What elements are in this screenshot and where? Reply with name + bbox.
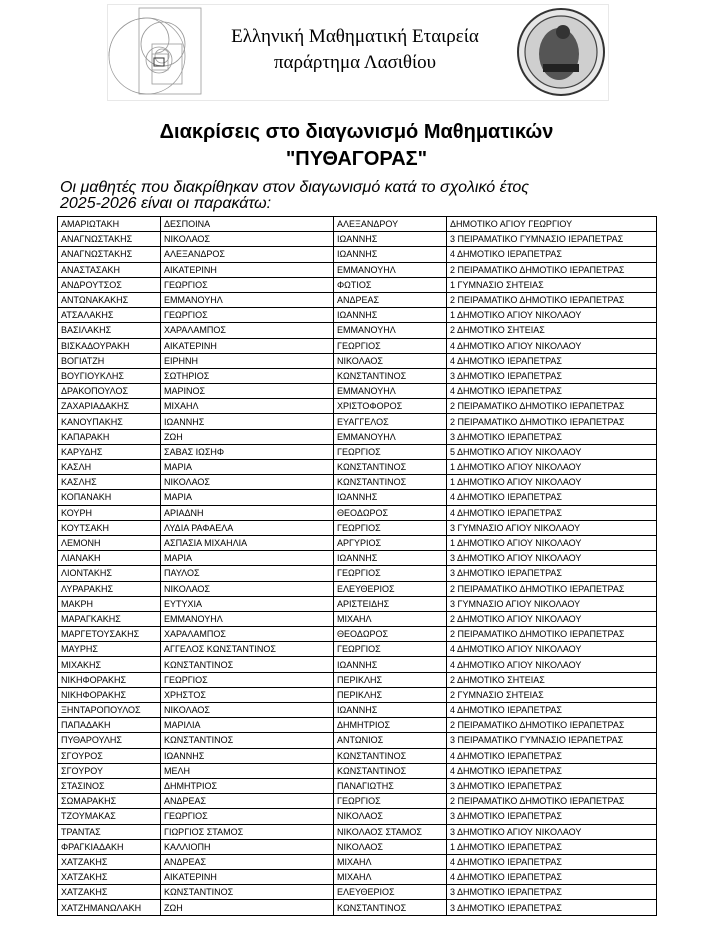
father-name-cell: ΚΩΝΣΤΑΝΤΙΝΟΣ bbox=[334, 368, 447, 383]
father-name-cell: ΦΩΤΙΟΣ bbox=[334, 277, 447, 292]
first-name-cell: ΑΝΔΡΕΑΣ bbox=[161, 794, 334, 809]
school-cell: 4 ΔΗΜΟΤΙΚΟ ΙΕΡΑΠΕΤΡΑΣ bbox=[447, 870, 657, 885]
golden-spiral-logo-icon bbox=[107, 4, 202, 99]
surname-cell: ΣΤΑΣΙΝΟΣ bbox=[58, 778, 161, 793]
first-name-cell: ΜΑΡΙΝΟΣ bbox=[161, 384, 334, 399]
father-name-cell: ΑΡΓΥΡΙΟΣ bbox=[334, 535, 447, 550]
intro-line-2: 2025-2026 είναι οι παρακάτω: bbox=[60, 194, 272, 212]
surname-cell: ΚΟΥΤΣΑΚΗ bbox=[58, 520, 161, 535]
surname-cell: ΜΑΥΡΗΣ bbox=[58, 642, 161, 657]
table-row bbox=[58, 824, 657, 839]
father-name-cell: ΕΜΜΑΝΟΥΗΛ bbox=[334, 429, 447, 444]
father-name-cell: ΚΩΝΣΤΑΝΤΙΝΟΣ bbox=[334, 748, 447, 763]
surname-cell: ΧΑΤΖΑΚΗΣ bbox=[58, 885, 161, 900]
results-table bbox=[57, 216, 657, 916]
first-name-cell: ΧΑΡΑΛΑΜΠΟΣ bbox=[161, 627, 334, 642]
father-name-cell: ΠΕΡΙΚΛΗΣ bbox=[334, 687, 447, 702]
school-cell: 4 ΔΗΜΟΤΙΚΟ ΙΕΡΑΠΕΤΡΑΣ bbox=[447, 384, 657, 399]
surname-cell: ΑΝΑΓΝΩΣΤΑΚΗΣ bbox=[58, 232, 161, 247]
father-name-cell: ΠΑΝΑΓΙΩΤΗΣ bbox=[334, 778, 447, 793]
first-name-cell: ΝΙΚΟΛΑΟΣ bbox=[161, 232, 334, 247]
seal-emblem-icon bbox=[515, 4, 607, 99]
surname-cell: ΦΡΑΓΚΙΑΔΑΚΗ bbox=[58, 839, 161, 854]
table-row bbox=[58, 763, 657, 778]
table-row bbox=[58, 217, 657, 232]
father-name-cell: ΓΕΩΡΓΙΟΣ bbox=[334, 566, 447, 581]
school-cell: 2 ΠΕΙΡΑΜΑΤΙΚΟ ΔΗΜΟΤΙΚΟ ΙΕΡΑΠΕΤΡΑΣ bbox=[447, 718, 657, 733]
surname-cell: ΜΑΡΑΓΚΑΚΗΣ bbox=[58, 611, 161, 626]
surname-cell: ΚΟΥΡΗ bbox=[58, 505, 161, 520]
school-cell: 3 ΔΗΜΟΤΙΚΟ ΙΕΡΑΠΕΤΡΑΣ bbox=[447, 368, 657, 383]
school-cell: 2 ΠΕΙΡΑΜΑΤΙΚΟ ΔΗΜΟΤΙΚΟ ΙΕΡΑΠΕΤΡΑΣ bbox=[447, 627, 657, 642]
table-row bbox=[58, 596, 657, 611]
first-name-cell: ΙΩΑΝΝΗΣ bbox=[161, 414, 334, 429]
surname-cell: ΜΙΧΑΚΗΣ bbox=[58, 657, 161, 672]
surname-cell: ΧΑΤΖΑΚΗΣ bbox=[58, 854, 161, 869]
father-name-cell: ΕΥΑΓΓΕΛΟΣ bbox=[334, 414, 447, 429]
table-row bbox=[58, 657, 657, 672]
first-name-cell: ΔΕΣΠΟΙΝΑ bbox=[161, 217, 334, 232]
father-name-cell: ΚΩΝΣΤΑΝΤΙΝΟΣ bbox=[334, 475, 447, 490]
table-row bbox=[58, 338, 657, 353]
first-name-cell: ΑΛΕΞΑΝΔΡΟΣ bbox=[161, 247, 334, 262]
table-row bbox=[58, 384, 657, 399]
school-cell: 1 ΔΗΜΟΤΙΚΟ ΑΓΙΟΥ ΝΙΚΟΛΑΟΥ bbox=[447, 535, 657, 550]
first-name-cell: ΣΑΒΑΣ ΙΩΣΗΦ bbox=[161, 444, 334, 459]
table-row bbox=[58, 839, 657, 854]
first-name-cell: ΑΣΠΑΣΙΑ ΜΙΧΑΗΛΙΑ bbox=[161, 535, 334, 550]
surname-cell: ΑΝΑΓΝΩΣΤΑΚΗΣ bbox=[58, 247, 161, 262]
father-name-cell: ΝΙΚΟΛΑΟΣ bbox=[334, 839, 447, 854]
surname-cell: ΑΝΑΣΤΑΣΑΚΗ bbox=[58, 262, 161, 277]
father-name-cell: ΕΜΜΑΝΟΥΗΛ bbox=[334, 262, 447, 277]
father-name-cell: ΙΩΑΝΝΗΣ bbox=[334, 490, 447, 505]
father-name-cell: ΙΩΑΝΝΗΣ bbox=[334, 247, 447, 262]
table-row bbox=[58, 444, 657, 459]
school-cell: 3 ΔΗΜΟΤΙΚΟ ΑΓΙΟΥ ΝΙΚΟΛΑΟΥ bbox=[447, 824, 657, 839]
table-row bbox=[58, 900, 657, 915]
first-name-cell: ΖΩΗ bbox=[161, 900, 334, 915]
first-name-cell: ΕΜΜΑΝΟΥΗΛ bbox=[161, 292, 334, 307]
school-cell: 3 ΔΗΜΟΤΙΚΟ ΙΕΡΑΠΕΤΡΑΣ bbox=[447, 885, 657, 900]
first-name-cell: ΚΩΝΣΤΑΝΤΙΝΟΣ bbox=[161, 733, 334, 748]
first-name-cell: ΝΙΚΟΛΑΟΣ bbox=[161, 703, 334, 718]
table-row bbox=[58, 870, 657, 885]
surname-cell: ΑΝΔΡΟΥΤΣΟΣ bbox=[58, 277, 161, 292]
first-name-cell: ΖΩΗ bbox=[161, 429, 334, 444]
school-cell: 3 ΓΥΜΝΑΣΙΟ ΑΓΙΟΥ ΝΙΚΟΛΑΟΥ bbox=[447, 520, 657, 535]
father-name-cell: ΑΛΕΞΑΝΔΡΟΥ bbox=[334, 217, 447, 232]
first-name-cell: ΑΙΚΑΤΕΡΙΝΗ bbox=[161, 338, 334, 353]
intro-line-1: Οι μαθητές που διακρίθηκαν στον διαγωνισμό κατά το σχολικό έτος bbox=[60, 179, 530, 196]
surname-cell: ΛΙΑΝΑΚΗ bbox=[58, 551, 161, 566]
father-name-cell: ΘΕΟΔΩΡΟΣ bbox=[334, 505, 447, 520]
surname-cell: ΣΓΟΥΡΟΥ bbox=[58, 763, 161, 778]
table-row bbox=[58, 794, 657, 809]
school-cell: 4 ΔΗΜΟΤΙΚΟ ΙΕΡΑΠΕΤΡΑΣ bbox=[447, 353, 657, 368]
father-name-cell: ΔΗΜΗΤΡΙΟΣ bbox=[334, 718, 447, 733]
surname-cell: ΑΤΣΑΛΑΚΗΣ bbox=[58, 308, 161, 323]
first-name-cell: ΓΕΩΡΓΙΟΣ bbox=[161, 809, 334, 824]
table-row bbox=[58, 308, 657, 323]
father-name-cell: ΕΛΕΥΘΕΡΙΟΣ bbox=[334, 885, 447, 900]
first-name-cell: ΜΑΡΙΑ bbox=[161, 460, 334, 475]
table-row bbox=[58, 368, 657, 383]
table-row bbox=[58, 733, 657, 748]
table-row bbox=[58, 551, 657, 566]
school-cell: 4 ΔΗΜΟΤΙΚΟ ΙΕΡΑΠΕΤΡΑΣ bbox=[447, 703, 657, 718]
table-row bbox=[58, 809, 657, 824]
father-name-cell: ΚΩΝΣΤΑΝΤΙΝΟΣ bbox=[334, 460, 447, 475]
table-row bbox=[58, 627, 657, 642]
surname-cell: ΧΑΤΖΗΜΑΝΩΛΑΚΗ bbox=[58, 900, 161, 915]
organization-name: Ελληνική Μαθηματική Εταιρεία bbox=[231, 26, 479, 47]
surname-cell: ΒΑΣΙΛΑΚΗΣ bbox=[58, 323, 161, 338]
table-row bbox=[58, 460, 657, 475]
first-name-cell: ΜΑΡΙΑ bbox=[161, 551, 334, 566]
table-row bbox=[58, 262, 657, 277]
first-name-cell: ΙΩΑΝΝΗΣ bbox=[161, 748, 334, 763]
father-name-cell: ΜΙΧΑΗΛ bbox=[334, 854, 447, 869]
first-name-cell: ΧΑΡΑΛΑΜΠΟΣ bbox=[161, 323, 334, 338]
school-cell: 2 ΠΕΙΡΑΜΑΤΙΚΟ ΔΗΜΟΤΙΚΟ ΙΕΡΑΠΕΤΡΑΣ bbox=[447, 581, 657, 596]
surname-cell: ΑΜΑΡΙΩΤΑΚΗ bbox=[58, 217, 161, 232]
school-cell: 2 ΔΗΜΟΤΙΚΟ ΑΓΙΟΥ ΝΙΚΟΛΑΟΥ bbox=[447, 611, 657, 626]
school-cell: 4 ΔΗΜΟΤΙΚΟ ΙΕΡΑΠΕΤΡΑΣ bbox=[447, 854, 657, 869]
school-cell: 3 ΔΗΜΟΤΙΚΟ ΙΕΡΑΠΕΤΡΑΣ bbox=[447, 900, 657, 915]
father-name-cell: ΓΕΩΡΓΙΟΣ bbox=[334, 794, 447, 809]
father-name-cell: ΙΩΑΝΝΗΣ bbox=[334, 703, 447, 718]
table-row bbox=[58, 353, 657, 368]
father-name-cell: ΝΙΚΟΛΑΟΣ bbox=[334, 353, 447, 368]
first-name-cell: ΝΙΚΟΛΑΟΣ bbox=[161, 581, 334, 596]
table-row bbox=[58, 520, 657, 535]
table-row bbox=[58, 399, 657, 414]
school-cell: 3 ΠΕΙΡΑΜΑΤΙΚΟ ΓΥΜΝΑΣΙΟ ΙΕΡΑΠΕΤΡΑΣ bbox=[447, 232, 657, 247]
surname-cell: ΞΗΝΤΑΡΟΠΟΥΛΟΣ bbox=[58, 703, 161, 718]
table-row bbox=[58, 414, 657, 429]
surname-cell: ΔΡΑΚΟΠΟΥΛΟΣ bbox=[58, 384, 161, 399]
father-name-cell: ΠΕΡΙΚΛΗΣ bbox=[334, 672, 447, 687]
school-cell: 1 ΓΥΜΝΑΣΙΟ ΣΗΤΕΙΑΣ bbox=[447, 277, 657, 292]
school-cell: 4 ΔΗΜΟΤΙΚΟ ΙΕΡΑΠΕΤΡΑΣ bbox=[447, 247, 657, 262]
surname-cell: ΧΑΤΖΑΚΗΣ bbox=[58, 870, 161, 885]
table-row bbox=[58, 778, 657, 793]
father-name-cell: ΑΡΙΣΤΕΙΔΗΣ bbox=[334, 596, 447, 611]
school-cell: 2 ΠΕΙΡΑΜΑΤΙΚΟ ΔΗΜΟΤΙΚΟ ΙΕΡΑΠΕΤΡΑΣ bbox=[447, 399, 657, 414]
school-cell: 4 ΔΗΜΟΤΙΚΟ ΙΕΡΑΠΕΤΡΑΣ bbox=[447, 748, 657, 763]
father-name-cell: ΙΩΑΝΝΗΣ bbox=[334, 232, 447, 247]
father-name-cell: ΚΩΝΣΤΑΝΤΙΝΟΣ bbox=[334, 900, 447, 915]
school-cell: 2 ΔΗΜΟΤΙΚΟ ΣΗΤΕΙΑΣ bbox=[447, 672, 657, 687]
surname-cell: ΛΥΡΑΡΑΚΗΣ bbox=[58, 581, 161, 596]
school-cell: 2 ΠΕΙΡΑΜΑΤΙΚΟ ΔΗΜΟΤΙΚΟ ΙΕΡΑΠΕΤΡΑΣ bbox=[447, 262, 657, 277]
first-name-cell: ΕΙΡΗΝΗ bbox=[161, 353, 334, 368]
table-row bbox=[58, 718, 657, 733]
first-name-cell: ΓΕΩΡΓΙΟΣ bbox=[161, 308, 334, 323]
school-cell: 4 ΔΗΜΟΤΙΚΟ ΙΕΡΑΠΕΤΡΑΣ bbox=[447, 763, 657, 778]
table-row bbox=[58, 323, 657, 338]
first-name-cell: ΧΡΗΣΤΟΣ bbox=[161, 687, 334, 702]
school-cell: 3 ΔΗΜΟΤΙΚΟ ΙΕΡΑΠΕΤΡΑΣ bbox=[447, 778, 657, 793]
surname-cell: ΤΖΟΥΜΑΚΑΣ bbox=[58, 809, 161, 824]
father-name-cell: ΜΙΧΑΗΛ bbox=[334, 870, 447, 885]
father-name-cell: ΓΕΩΡΓΙΟΣ bbox=[334, 642, 447, 657]
school-cell: 4 ΔΗΜΟΤΙΚΟ ΙΕΡΑΠΕΤΡΑΣ bbox=[447, 490, 657, 505]
surname-cell: ΜΑΚΡΗ bbox=[58, 596, 161, 611]
first-name-cell: ΓΙΩΡΓΙΟΣ ΣΤΑΜΟΣ bbox=[161, 824, 334, 839]
school-cell: 2 ΔΗΜΟΤΙΚΟ ΣΗΤΕΙΑΣ bbox=[447, 323, 657, 338]
surname-cell: ΤΡΑΝΤΑΣ bbox=[58, 824, 161, 839]
first-name-cell: ΜΑΡΙΑ bbox=[161, 490, 334, 505]
father-name-cell: ΑΝΤΩΝΙΟΣ bbox=[334, 733, 447, 748]
table-row bbox=[58, 748, 657, 763]
intro-text bbox=[60, 180, 620, 211]
school-cell: 3 ΔΗΜΟΤΙΚΟ ΙΕΡΑΠΕΤΡΑΣ bbox=[447, 429, 657, 444]
table-row bbox=[58, 247, 657, 262]
school-cell: 1 ΔΗΜΟΤΙΚΟ ΑΓΙΟΥ ΝΙΚΟΛΑΟΥ bbox=[447, 308, 657, 323]
table-row bbox=[58, 475, 657, 490]
school-cell: 4 ΔΗΜΟΤΙΚΟ ΑΓΙΟΥ ΝΙΚΟΛΑΟΥ bbox=[447, 642, 657, 657]
school-cell: 2 ΠΕΙΡΑΜΑΤΙΚΟ ΔΗΜΟΤΙΚΟ ΙΕΡΑΠΕΤΡΑΣ bbox=[447, 414, 657, 429]
school-cell: 3 ΔΗΜΟΤΙΚΟ ΙΕΡΑΠΕΤΡΑΣ bbox=[447, 566, 657, 581]
surname-cell: ΚΟΠΑΝΑΚΗ bbox=[58, 490, 161, 505]
school-cell: 4 ΔΗΜΟΤΙΚΟ ΙΕΡΑΠΕΤΡΑΣ bbox=[447, 505, 657, 520]
first-name-cell: ΚΩΝΣΤΑΝΤΙΝΟΣ bbox=[161, 885, 334, 900]
father-name-cell: ΕΛΕΥΘΕΡΙΟΣ bbox=[334, 581, 447, 596]
table-row bbox=[58, 642, 657, 657]
father-name-cell: ΘΕΟΔΩΡΟΣ bbox=[334, 627, 447, 642]
school-cell: 5 ΔΗΜΟΤΙΚΟ ΑΓΙΟΥ ΝΙΚΟΛΑΟΥ bbox=[447, 444, 657, 459]
table-row bbox=[58, 885, 657, 900]
father-name-cell: ΧΡΙΣΤΟΦΟΡΟΣ bbox=[334, 399, 447, 414]
school-cell: 3 ΔΗΜΟΤΙΚΟ ΙΕΡΑΠΕΤΡΑΣ bbox=[447, 809, 657, 824]
table-row bbox=[58, 581, 657, 596]
table-row bbox=[58, 566, 657, 581]
school-cell: 2 ΓΥΜΝΑΣΙΟ ΣΗΤΕΙΑΣ bbox=[447, 687, 657, 702]
table-row bbox=[58, 232, 657, 247]
surname-cell: ΣΩΜΑΡΑΚΗΣ bbox=[58, 794, 161, 809]
father-name-cell: ΓΕΩΡΓΙΟΣ bbox=[334, 520, 447, 535]
first-name-cell: ΓΕΩΡΓΙΟΣ bbox=[161, 672, 334, 687]
table-row bbox=[58, 854, 657, 869]
surname-cell: ΑΝΤΩΝΑΚΑΚΗΣ bbox=[58, 292, 161, 307]
first-name-cell: ΜΙΧΑΗΛ bbox=[161, 399, 334, 414]
table-row bbox=[58, 505, 657, 520]
first-name-cell: ΣΩΤΗΡΙΟΣ bbox=[161, 368, 334, 383]
table-row bbox=[58, 292, 657, 307]
school-cell: 4 ΔΗΜΟΤΙΚΟ ΑΓΙΟΥ ΝΙΚΟΛΑΟΥ bbox=[447, 338, 657, 353]
table-row bbox=[58, 672, 657, 687]
school-cell: 2 ΠΕΙΡΑΜΑΤΙΚΟ ΔΗΜΟΤΙΚΟ ΙΕΡΑΠΕΤΡΑΣ bbox=[447, 794, 657, 809]
table-row bbox=[58, 490, 657, 505]
first-name-cell: ΚΑΛΛΙΟΠΗ bbox=[161, 839, 334, 854]
surname-cell: ΜΑΡΓΕΤΟΥΣΑΚΗΣ bbox=[58, 627, 161, 642]
surname-cell: ΝΙΚΗΦΟΡΑΚΗΣ bbox=[58, 672, 161, 687]
father-name-cell: ΝΙΚΟΛΑΟΣ ΣΤΑΜΟΣ bbox=[334, 824, 447, 839]
surname-cell: ΛΕΜΟΝΗ bbox=[58, 535, 161, 550]
father-name-cell: ΑΝΔΡΕΑΣ bbox=[334, 292, 447, 307]
table-row bbox=[58, 703, 657, 718]
surname-cell: ΣΓΟΥΡΟΣ bbox=[58, 748, 161, 763]
first-name-cell: ΚΩΝΣΤΑΝΤΙΝΟΣ bbox=[161, 657, 334, 672]
table-row bbox=[58, 535, 657, 550]
father-name-cell: ΙΩΑΝΝΗΣ bbox=[334, 551, 447, 566]
school-cell: 2 ΠΕΙΡΑΜΑΤΙΚΟ ΔΗΜΟΤΙΚΟ ΙΕΡΑΠΕΤΡΑΣ bbox=[447, 292, 657, 307]
first-name-cell: ΝΙΚΟΛΑΟΣ bbox=[161, 475, 334, 490]
surname-cell: ΠΑΠΑΔΑΚΗ bbox=[58, 718, 161, 733]
table-row bbox=[58, 611, 657, 626]
surname-cell: ΚΑΣΛΗ bbox=[58, 460, 161, 475]
first-name-cell: ΑΙΚΑΤΕΡΙΝΗ bbox=[161, 262, 334, 277]
surname-cell: ΒΟΓΙΑΤΖΗ bbox=[58, 353, 161, 368]
school-cell: 1 ΔΗΜΟΤΙΚΟ ΑΓΙΟΥ ΝΙΚΟΛΑΟΥ bbox=[447, 475, 657, 490]
father-name-cell: ΓΕΩΡΓΙΟΣ bbox=[334, 338, 447, 353]
surname-cell: ΝΙΚΗΦΟΡΑΚΗΣ bbox=[58, 687, 161, 702]
surname-cell: ΠΥΘΑΡΟΥΛΗΣ bbox=[58, 733, 161, 748]
father-name-cell: ΙΩΑΝΝΗΣ bbox=[334, 657, 447, 672]
surname-cell: ΖΑΧΑΡΙΑΔΑΚΗΣ bbox=[58, 399, 161, 414]
first-name-cell: ΑΝΔΡΕΑΣ bbox=[161, 854, 334, 869]
school-cell: 3 ΓΥΜΝΑΣΙΟ ΑΓΙΟΥ ΝΙΚΟΛΑΟΥ bbox=[447, 596, 657, 611]
father-name-cell: ΜΙΧΑΗΛ bbox=[334, 611, 447, 626]
father-name-cell: ΝΙΚΟΛΑΟΣ bbox=[334, 809, 447, 824]
first-name-cell: ΕΥΤΥΧΙΑ bbox=[161, 596, 334, 611]
first-name-cell: ΑΙΚΑΤΕΡΙΝΗ bbox=[161, 870, 334, 885]
surname-cell: ΚΑΠΑΡΑΚΗ bbox=[58, 429, 161, 444]
surname-cell: ΚΑΣΛΗΣ bbox=[58, 475, 161, 490]
first-name-cell: ΠΑΥΛΟΣ bbox=[161, 566, 334, 581]
table-row bbox=[58, 429, 657, 444]
competition-name: "ΠΥΘΑΓΟΡΑΣ" bbox=[285, 148, 428, 170]
first-name-cell: ΑΓΓΕΛΟΣ ΚΩΝΣΤΑΝΤΙΝΟΣ bbox=[161, 642, 334, 657]
father-name-cell: ΙΩΑΝΝΗΣ bbox=[334, 308, 447, 323]
father-name-cell: ΚΩΝΣΤΑΝΤΙΝΟΣ bbox=[334, 763, 447, 778]
first-name-cell: ΛΥΔΙΑ ΡΑΦΑΕΛΑ bbox=[161, 520, 334, 535]
surname-cell: ΚΑΝΟΥΠΑΚΗΣ bbox=[58, 414, 161, 429]
school-cell: 1 ΔΗΜΟΤΙΚΟ ΙΕΡΑΠΕΤΡΑΣ bbox=[447, 839, 657, 854]
first-name-cell: ΜΑΡΙΛΙΑ bbox=[161, 718, 334, 733]
father-name-cell: ΕΜΜΑΝΟΥΗΛ bbox=[334, 384, 447, 399]
surname-cell: ΒΟΥΓΙΟΥΚΛΗΣ bbox=[58, 368, 161, 383]
father-name-cell: ΓΕΩΡΓΙΟΣ bbox=[334, 444, 447, 459]
school-cell: 1 ΔΗΜΟΤΙΚΟ ΑΓΙΟΥ ΝΙΚΟΛΑΟΥ bbox=[447, 460, 657, 475]
father-name-cell: ΕΜΜΑΝΟΥΗΛ bbox=[334, 323, 447, 338]
school-cell: ΔΗΜΟΤΙΚΟ ΑΓΙΟΥ ΓΕΩΡΓΙΟΥ bbox=[447, 217, 657, 232]
school-cell: 3 ΔΗΜΟΤΙΚΟ ΑΓΙΟΥ ΝΙΚΟΛΑΟΥ bbox=[447, 551, 657, 566]
table-row bbox=[58, 277, 657, 292]
surname-cell: ΒΙΣΚΑΔΟΥΡΑΚΗ bbox=[58, 338, 161, 353]
school-cell: 3 ΠΕΙΡΑΜΑΤΙΚΟ ΓΥΜΝΑΣΙΟ ΙΕΡΑΠΕΤΡΑΣ bbox=[447, 733, 657, 748]
organization-branch: παράρτημα Λασιθίου bbox=[273, 52, 437, 73]
school-cell: 4 ΔΗΜΟΤΙΚΟ ΑΓΙΟΥ ΝΙΚΟΛΑΟΥ bbox=[447, 657, 657, 672]
table-row bbox=[58, 687, 657, 702]
first-name-cell: ΕΜΜΑΝΟΥΗΛ bbox=[161, 611, 334, 626]
surname-cell: ΚΑΡΥΔΗΣ bbox=[58, 444, 161, 459]
surname-cell: ΛΙΟΝΤΑΚΗΣ bbox=[58, 566, 161, 581]
first-name-cell: ΜΕΛΗ bbox=[161, 763, 334, 778]
first-name-cell: ΑΡΙΑΔΝΗ bbox=[161, 505, 334, 520]
page-title: Διακρίσεις στο διαγωνισμό Μαθηματικών bbox=[159, 121, 554, 143]
first-name-cell: ΔΗΜΗΤΡΙΟΣ bbox=[161, 778, 334, 793]
first-name-cell: ΓΕΩΡΓΙΟΣ bbox=[161, 277, 334, 292]
